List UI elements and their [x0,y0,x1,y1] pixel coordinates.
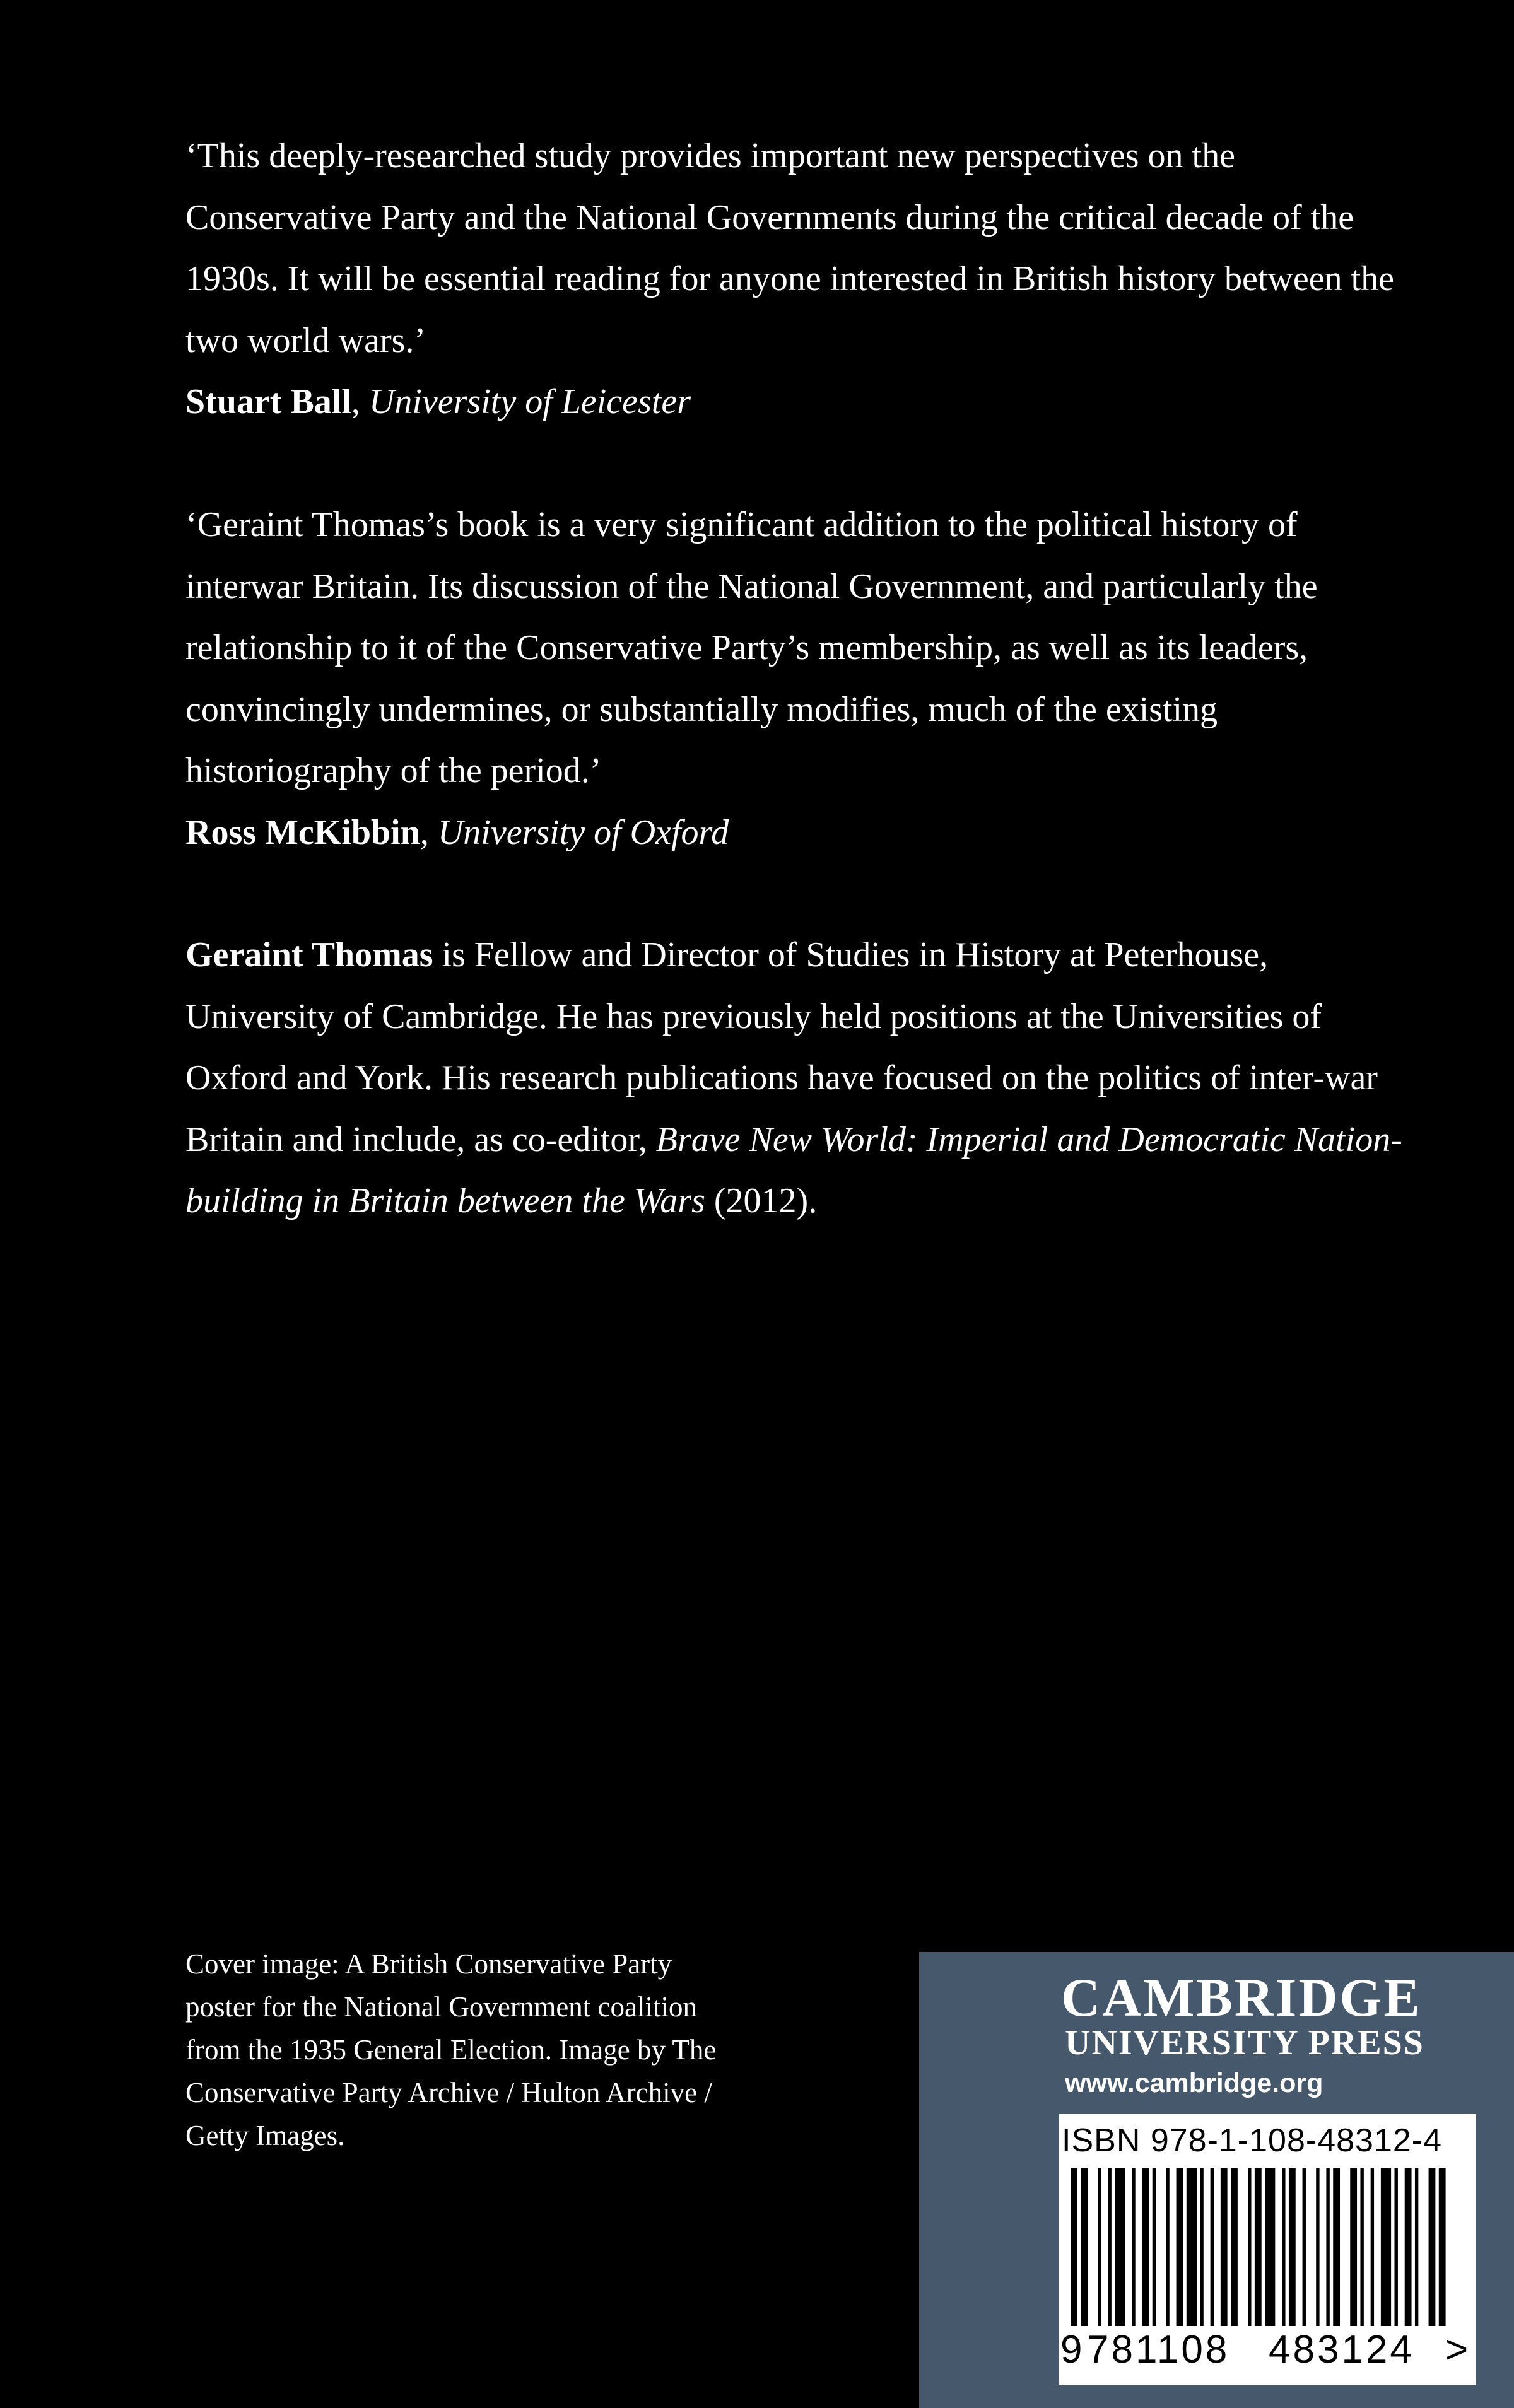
barcode-arrow: > [1445,2328,1469,2371]
author-bio [185,925,1403,1232]
book-year: (2012). [705,1181,818,1220]
publisher-url: www.cambridge.org [1065,2068,1323,2098]
reviewer-affiliation: University of Oxford [437,812,729,852]
review-stuart-ball [185,126,1403,433]
cover-image-credit: Cover image: A British Conservative Party poster for the National Government coalition from the 1935 General Election. Image by The Conservative Party Archive / Hulton Archive / Getty Images. [185,1948,717,2151]
author-name: Geraint Thomas [185,935,433,974]
reviewer-affiliation: University of Leicester [368,382,691,421]
attribution-separator: , [351,382,369,421]
bio-text: is Fellow and Director of Studies in History at Peterhouse, University of Cambridge. He has previously held positions at the Universities of Oxford and York. His research publications have focused on the politics of inter-war Britain and include, as co-editor, [185,935,1378,1159]
barcode-icon [1071,2168,1449,2326]
quote-text: ‘Geraint Thomas’s book is a very significant addition to the political history of interwar Britain. Its discussion of the National Government, and particularly the relationship to it of the Conservative Party’s membership, as well as its leaders, convincingly undermines, or substantially modifies, much of the existing historiography of the period.’ [185,505,1318,790]
barcode-digits-right: 483124 [1269,2328,1414,2371]
quote-text: ‘This deeply-researched study provides important new perspectives on the Conservative Party and the National Governments during the critical decade of the 1930s. It will be essential reading for anyone interested in British history between the two world wars.’ [185,136,1394,360]
publisher-panel [919,1952,1514,2408]
isbn-label: ISBN 978-1-108-48312-4 [1062,2122,1443,2159]
publisher-name-line1: CAMBRIDGE [1061,1967,1422,2028]
barcode-digit-first: 9 [1060,2328,1083,2371]
review-quote [185,126,1403,371]
book-title: Brave New World: Imperial and Democratic Nation-building in Britain between the Wars [185,1119,1402,1220]
review-ross-mckibbin [185,494,1403,863]
bio-paragraph [185,925,1403,1232]
isbn-barcode [1059,2114,1476,2385]
review-attribution [185,371,1403,433]
publisher-name-line2: UNIVERSITY PRESS [1065,2023,1424,2062]
attribution-separator: , [420,812,438,852]
review-quote [185,494,1403,802]
reviewer-name: Stuart Ball [185,382,351,421]
barcode-digits-left: 781108 [1087,2328,1230,2371]
review-attribution [185,802,1403,864]
reviewer-name: Ross McKibbin [185,812,420,852]
